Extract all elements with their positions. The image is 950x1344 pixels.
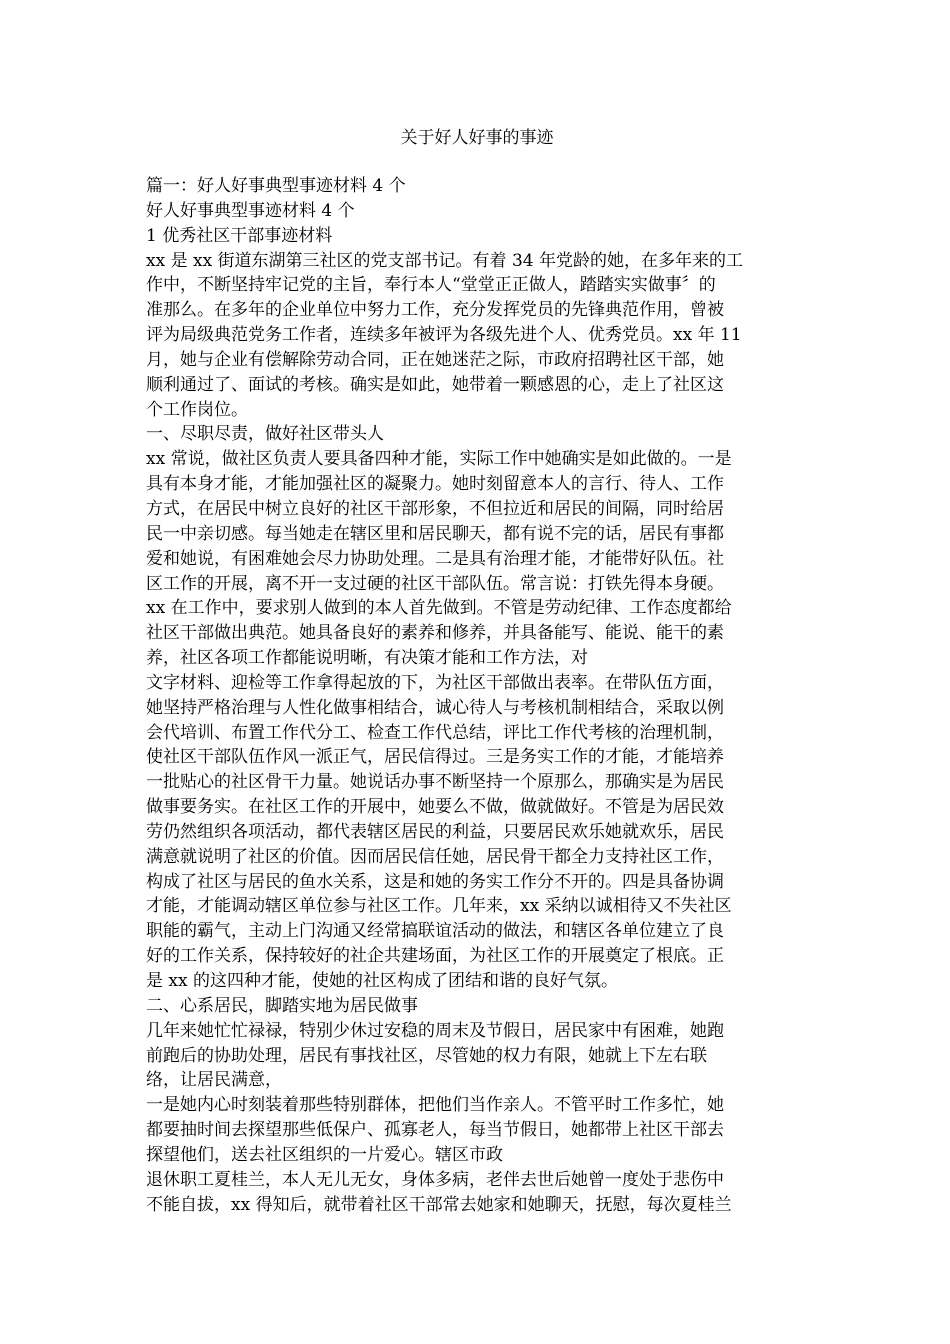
text-line: 作中，不断坚持牢记党的主旨，奉行本人“堂堂正正做人，踏踏实实做事〞的: [146, 275, 716, 296]
text-line: 几年来她忙忙禄禄，特别少休过安稳的周末及节假日，居民家中有困难，她跑: [146, 1020, 724, 1041]
text-line: 一、尽职尽责，做好社区带头人: [146, 424, 384, 445]
text-line: 她坚持严格治理与人性化做事相结合，诚心待人与考核机制相结合，采取以例: [146, 697, 724, 718]
text-line: 做事要务实。在社区工作的开展中，她要么不做，做就做好。不管是为居民效: [146, 797, 724, 818]
text-line: 二、心系居民，脚踏实地为居民做事: [146, 995, 418, 1016]
text-line: 都要抽时间去探望那些低保户、孤寡老人，每当节假日，她都带上社区干部去: [146, 1120, 724, 1141]
text-line: 前跑后的协助处理，居民有事找社区，尽管她的权力有限，她就上下左右联: [146, 1045, 707, 1066]
text-line: 才能，才能调动辖区单位参与社区工作。几年来，xx 采纳以诚相待又不失社区: [146, 896, 732, 917]
text-line: 好的工作关系，保持较好的社企共建场面，为社区工作的开展奠定了根底。正: [146, 946, 724, 967]
text-line: 是 xx 的这四种才能，使她的社区构成了团结和谐的良好气氛。: [146, 971, 618, 991]
text-line: 区工作的开展，离不开一支过硬的社区干部队伍。常言说：打铁先得本身硬。: [146, 573, 724, 594]
text-line: 退休职工夏桂兰，本人无儿无女，身体多病，老伴去世后她曾一度处于悲伤中: [146, 1169, 724, 1190]
text-line: 一批贴心的社区骨干力量。她说话办事不断坚持一个原那么，那确实是为居民: [146, 772, 724, 793]
text-line: 具有本身才能，才能加强社区的凝聚力。她时刻留意本人的言行、待人、工作: [146, 474, 724, 495]
text-line: 个工作岗位。: [146, 399, 248, 420]
text-line: 顺利通过了、面试的考核。确实是如此，她带着一颗感恩的心，走上了社区这: [146, 374, 724, 395]
text-line: 篇一：好人好事典型事迹材料 4 个: [146, 176, 406, 196]
text-line: 好人好事典型事迹材料 4 个: [146, 200, 355, 221]
text-line: 1 优秀社区干部事迹材料: [146, 225, 333, 246]
text-line: 准那么。在多年的企业单位中努力工作，充分发挥党员的先锋典范作用，曾被: [146, 300, 724, 321]
document-body: [146, 174, 808, 1217]
text-line: 社区干部做出典范。她具备良好的素养和修养，并具备能写、能说、能干的素: [146, 623, 724, 644]
text-line: 职能的霸气，主动上门沟通又经常搞联谊活动的做法，和辖区各单位建立了良: [146, 921, 724, 942]
text-line: xx 常说，做社区负责人要具备四种才能，实际工作中她确实是如此做的。一是: [146, 449, 732, 470]
text-line: 使社区干部队伍作风一派正气，居民信得过。三是务实工作的才能，才能培养: [146, 747, 724, 768]
text-line: 月，她与企业有偿解除劳动合同，正在她迷茫之际，市政府招聘社区干部，她: [146, 349, 724, 370]
text-line: 探望他们，送去社区组织的一片爱心。辖区市政: [146, 1144, 503, 1165]
text-line: 方式，在居民中树立良好的社区干部形象，不但拉近和居民的间隔，同时给居: [146, 498, 724, 519]
text-line: 文字材料、迎检等工作拿得起放的下，为社区干部做出表率。在带队伍方面，: [146, 672, 724, 693]
text-line: 养，社区各项工作都能说明晰，有决策才能和工作方法，对: [146, 648, 588, 669]
text-line: 劳仍然组织各项活动，都代表辖区居民的利益，只要居民欢乐她就欢乐，居民: [146, 821, 724, 842]
document-title: 关于好人好事的事迹: [400, 128, 554, 148]
text-line: 评为局级典范党务工作者，连续多年被评为各级先进个人、优秀党员。xx 年 11: [146, 325, 742, 346]
text-line: 爱和她说，有困难她会尽力协助处理。二是具有治理才能，才能带好队伍。社: [146, 548, 724, 569]
text-line: 络，让居民满意，: [146, 1070, 282, 1091]
text-line: 不能自拔，xx 得知后，就带着社区干部常去她家和她聊天，抚慰，每次夏桂兰: [146, 1194, 732, 1215]
text-line: 构成了社区与居民的鱼水关系，这是和她的务实工作分不开的。四是具备协调: [146, 871, 724, 892]
text-line: 民一中亲切感。每当她走在辖区里和居民聊天，都有说不完的话，居民有事都: [146, 523, 724, 544]
text-line: 满意就说明了社区的价值。因而居民信任她，居民骨干都全力支持社区工作，: [146, 846, 724, 867]
text-line: xx 是 xx 街道东湖第三社区的党支部书记。有着 34 年党龄的她，在多年来的工: [146, 250, 743, 271]
text-line: xx 在工作中，要求别人做到的本人首先做到。不管是劳动纪律、工作态度都给: [146, 598, 732, 619]
text-line: 一是她内心时刻装着那些特别群体，把他们当作亲人。不管平时工作多忙，她: [146, 1095, 724, 1116]
text-line: 会代培训、布置工作代分工、检查工作代总结，评比工作代考核的治理机制，: [146, 722, 724, 743]
